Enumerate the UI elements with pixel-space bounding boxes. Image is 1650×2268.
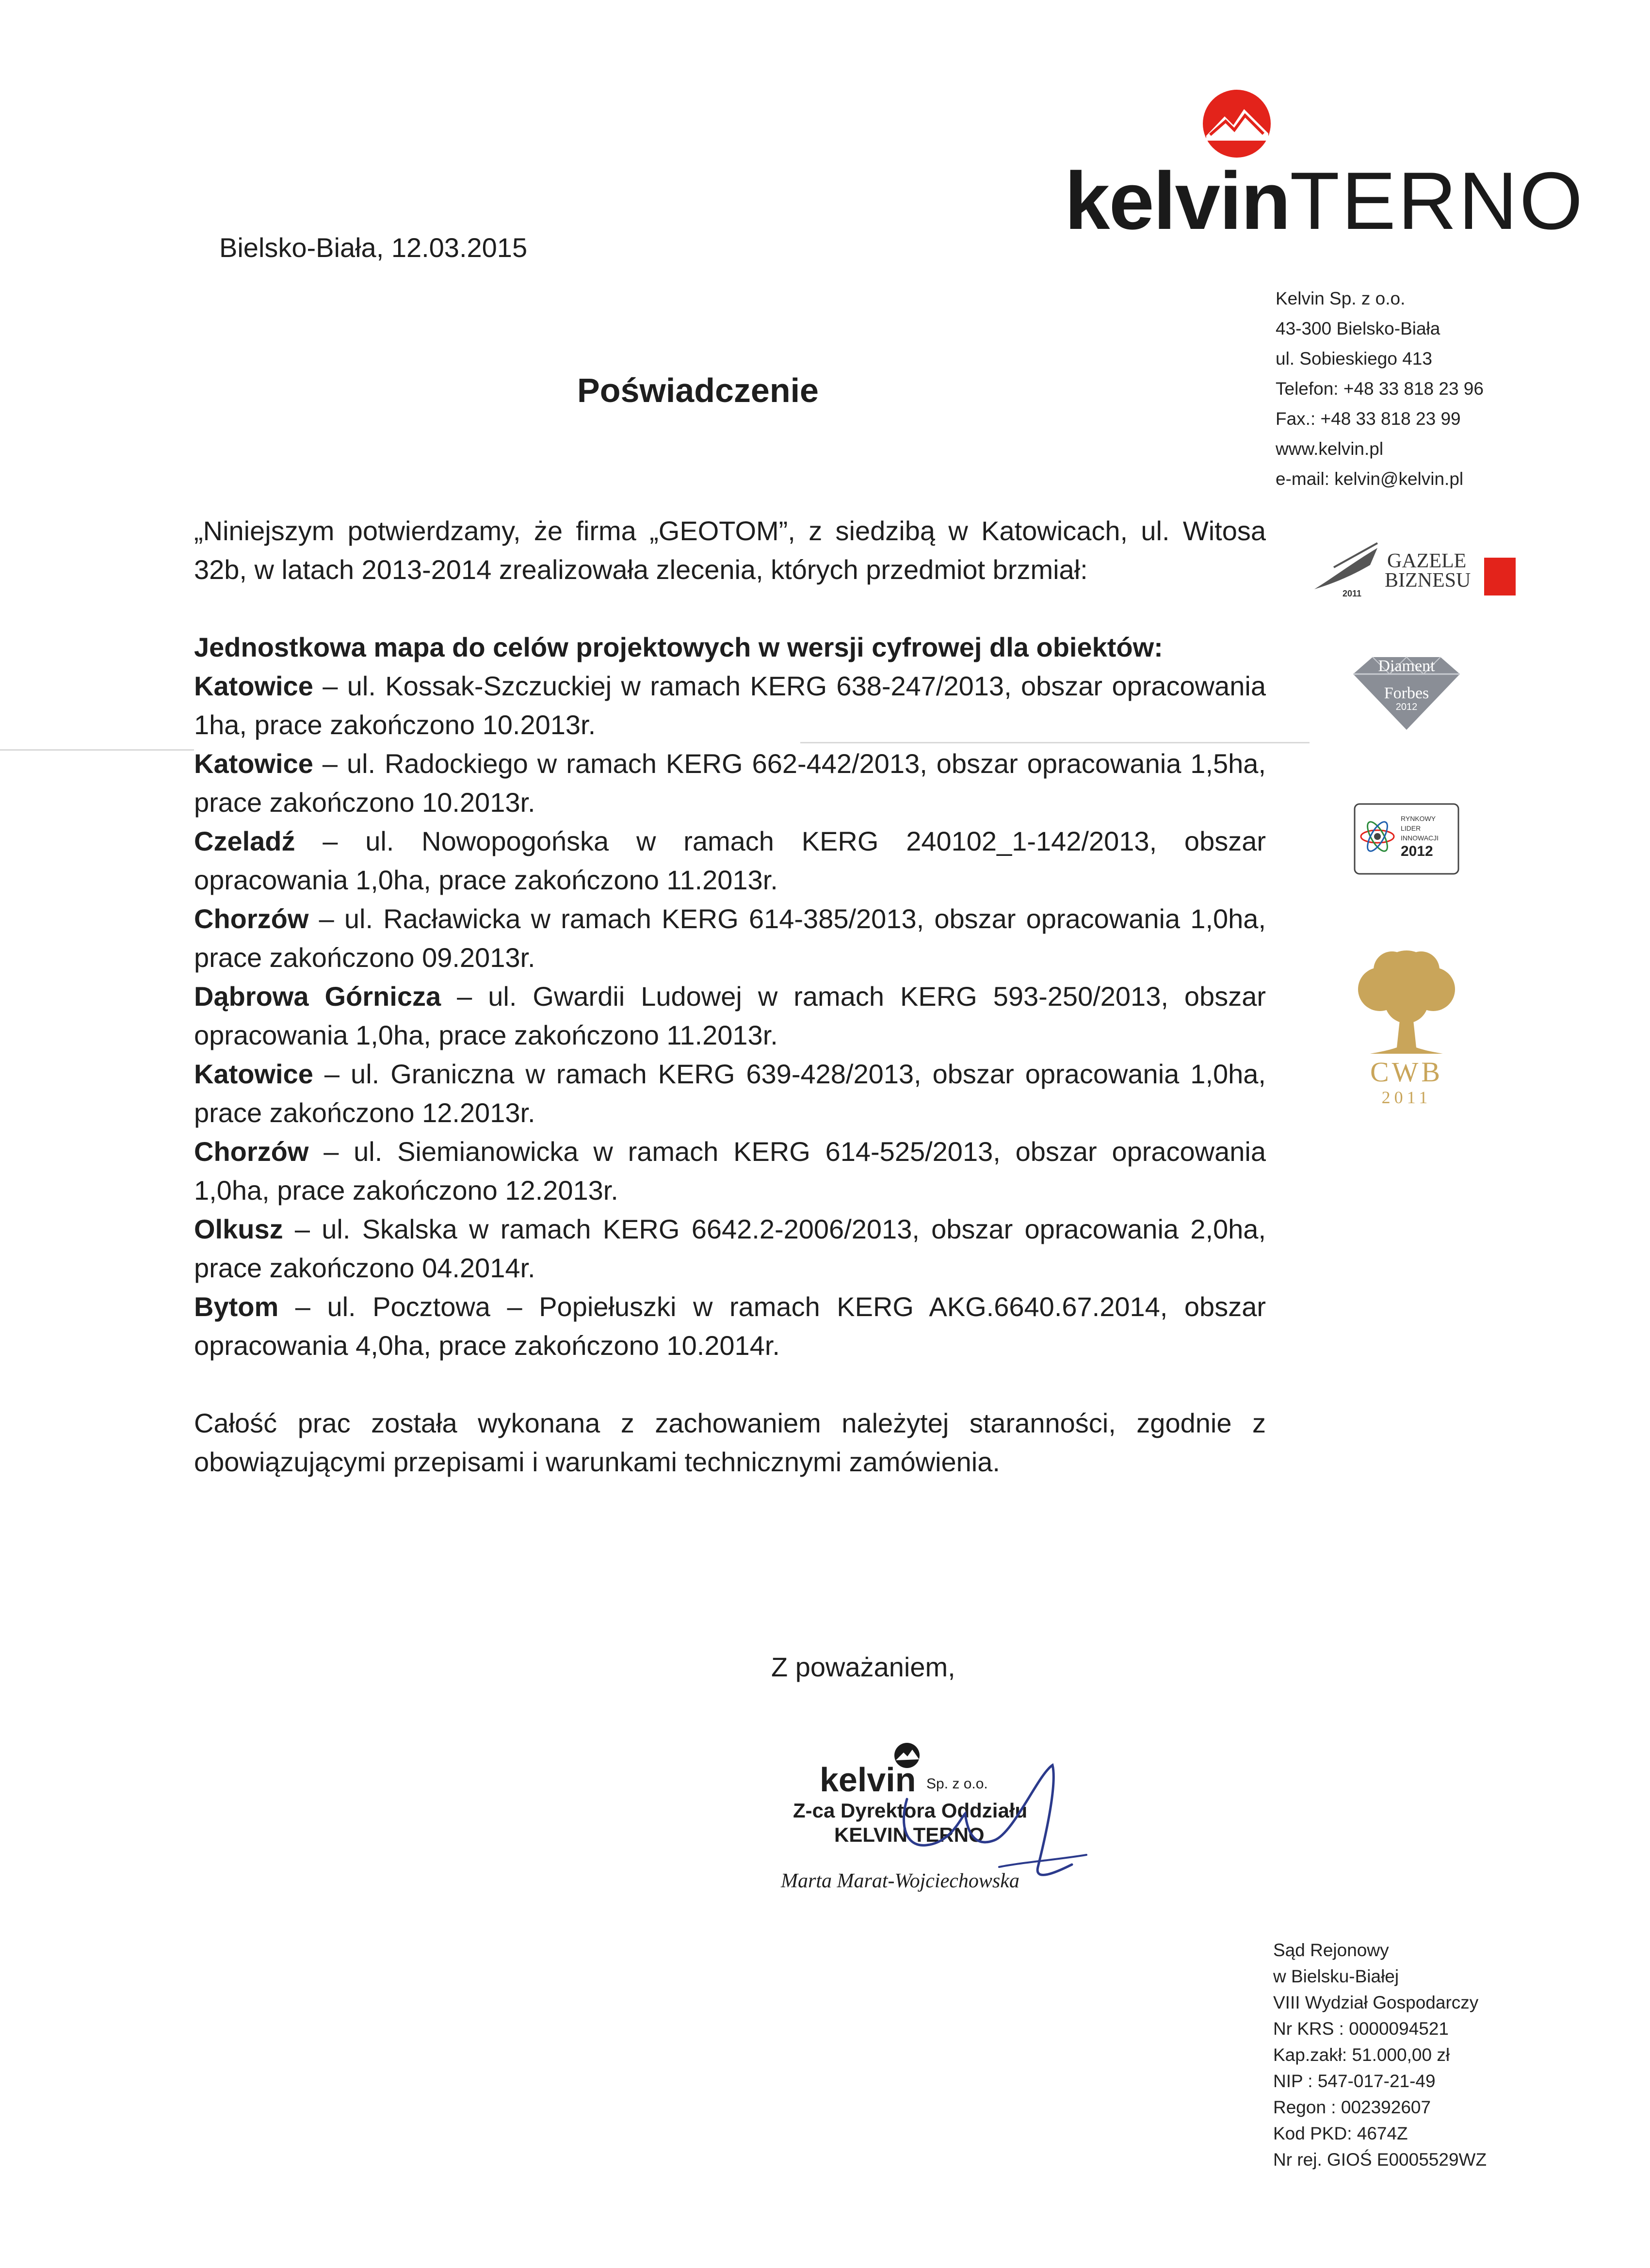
list-item	[194, 667, 1266, 744]
list-item	[194, 1132, 1266, 1210]
address-line: 43-300 Bielsko-Biała	[1276, 319, 1440, 338]
logo-terno: TERNO	[1290, 155, 1585, 246]
registry-line: Kap.zakł: 51.000,00 zł	[1273, 2045, 1450, 2065]
entry-city: Katowice	[194, 671, 313, 701]
cwb-tree-badge	[1343, 943, 1470, 1108]
atom-icon	[1361, 819, 1394, 854]
list-item	[194, 1210, 1266, 1287]
entry-city: Bytom	[194, 1291, 279, 1322]
entry-city: Katowice	[194, 1059, 313, 1089]
intro-paragraph: „Niniejszym potwierdzamy, że firma „GEOTOM”, z siedzibą w Katowicach, ul. Witosa 32b, w latach 2013-2014 zrealizowała zlecenia, których przedmiot brzmiał:	[194, 515, 1266, 585]
kelvin-terno-logo	[1065, 87, 1585, 246]
entry-text: – ul. Nowopogońska w ramach KERG 240102_1-142/2013, obszar opracowania 1,0ha, prace zakończono 11.2013r.	[194, 826, 1266, 895]
tree-icon	[1358, 950, 1455, 1054]
registry-line: Regon : 002392607	[1273, 2097, 1431, 2117]
gazele-biznesu-badge	[1305, 538, 1518, 601]
cwb-year: 2011	[1381, 1088, 1432, 1107]
list-item	[194, 977, 1266, 1055]
lider-year: 2012	[1401, 843, 1433, 859]
stamp-company-form: Sp. z o.o.	[926, 1776, 988, 1792]
entry-city: Katowice	[194, 748, 313, 779]
stamp-company: KELVIN TERNO	[834, 1823, 985, 1846]
address-line: Fax.: +48 33 818 23 99	[1276, 409, 1461, 429]
entry-text: – ul. Radockiego w ramach KERG 662-442/2013, obszar opracowania 1,5ha, prace zakończono 10.2013r.	[194, 748, 1266, 818]
list-item	[194, 822, 1266, 900]
closing-paragraph: Całość prac została wykonana z zachowaniem należytej staranności, zgodnie z obowiązującymi przepisami i warunkami technicznymi zamówienia.	[194, 1408, 1266, 1477]
scan-artifact-line	[0, 749, 194, 751]
letter-date: Bielsko-Biała, 12.03.2015	[219, 232, 528, 263]
forbes-year: 2012	[1395, 702, 1418, 712]
stamp-kelvin: kelvin	[820, 1761, 916, 1799]
address-line: www.kelvin.pl	[1276, 439, 1384, 459]
list-item	[194, 1287, 1266, 1365]
entry-city: Olkusz	[194, 1214, 283, 1244]
entry-city: Chorzów	[194, 903, 309, 934]
entry-city: Dąbrowa Górnicza	[194, 981, 441, 1012]
entry-text: – ul. Siemianowicka w ramach KERG 614-525/2013, obszar opracowania 1,0ha, prace zakończono 12.2013r.	[194, 1136, 1266, 1206]
registry-line: Sąd Rejonowy	[1273, 1940, 1389, 1960]
address-line: e-mail: kelvin@kelvin.pl	[1276, 469, 1464, 489]
entry-text: – ul. Pocztowa – Popiełuszki w ramach KERG AKG.6640.67.2014, obszar opracowania 4,0ha, prace zakończono 10.2014r.	[194, 1291, 1266, 1361]
list-heading: Jednostkowa mapa do celów projektowych w wersji cyfrowej dla obiektów:	[194, 632, 1163, 662]
gazele-red-block	[1484, 558, 1516, 595]
handwritten-signature	[854, 1755, 1096, 1901]
signer-name: Marta Marat-Wojciechowska	[781, 1870, 1019, 1892]
forbes-line1: Diament	[1378, 657, 1435, 675]
registry-line: w Bielsku-Białej	[1273, 1966, 1399, 1986]
address-line: Telefon: +48 33 818 23 96	[1276, 379, 1484, 399]
registry-line: Kod PKD: 4674Z	[1273, 2123, 1408, 2143]
entry-text: – ul. Racławicka w ramach KERG 614-385/2013, obszar opracowania 1,0ha, prace zakończono 09.2013r.	[194, 903, 1266, 973]
entry-text: – ul. Gwardii Ludowej w ramach KERG 593-250/2013, obszar opracowania 1,0ha, prace zakończono 11.2013r.	[194, 981, 1266, 1050]
kelvin-logo-mark-icon	[1196, 87, 1278, 160]
regards: Z poważaniem,	[771, 1652, 955, 1682]
registry-line: Nr KRS : 0000094521	[1273, 2019, 1449, 2039]
registry-line: VIII Wydział Gospodarczy	[1273, 1993, 1479, 2012]
list-item	[194, 1055, 1266, 1132]
registry-line: NIP : 547-017-21-49	[1273, 2071, 1436, 2091]
entry-text: – ul. Skalska w ramach KERG 6642.2-2006/2013, obszar opracowania 2,0ha, prace zakończono 04.2014r.	[194, 1214, 1266, 1283]
company-stamp	[781, 1741, 1082, 1915]
forbes-line2: Forbes	[1384, 684, 1429, 702]
letter-body	[194, 512, 1266, 1481]
stamp-role: Z-ca Dyrektora Oddziału	[793, 1799, 1028, 1822]
lider-line2: LIDER	[1401, 824, 1421, 832]
logo-wordmark	[1065, 155, 1585, 246]
gazele-line2: BIZNESU	[1385, 569, 1471, 592]
lider-line3: INNOWACJI	[1401, 834, 1439, 842]
gazele-line1: GAZELE	[1387, 550, 1467, 572]
logo-kelvin: kelvin	[1065, 155, 1290, 246]
registry-info	[1273, 1937, 1487, 2173]
gazele-year: 2011	[1343, 589, 1362, 598]
document-title: Poświadczenie	[577, 371, 819, 409]
forbes-diament-badge	[1348, 655, 1465, 732]
list-item	[194, 900, 1266, 977]
list-item	[194, 744, 1266, 822]
rynkowy-lider-innowacji-badge	[1353, 803, 1460, 875]
entry-text: – ul. Kossak-Szczuckiej w ramach KERG 638-247/2013, obszar opracowania 1ha, prace zakończono 10.2013r.	[194, 671, 1266, 740]
lider-line1: RYNKOWY	[1401, 815, 1436, 822]
address-line: Kelvin Sp. z o.o.	[1276, 289, 1406, 308]
registry-line: Nr rej. GIOŚ E0005529WZ	[1273, 2150, 1487, 2170]
cwb-label: CWB	[1370, 1056, 1443, 1088]
company-address	[1276, 284, 1484, 494]
entry-city: Chorzów	[194, 1136, 309, 1167]
entry-city: Czeladź	[194, 826, 295, 856]
address-line: ul. Sobieskiego 413	[1276, 349, 1432, 369]
entry-text: – ul. Graniczna w ramach KERG 639-428/2013, obszar opracowania 1,0ha, prace zakończono 12.2013r.	[194, 1059, 1266, 1128]
